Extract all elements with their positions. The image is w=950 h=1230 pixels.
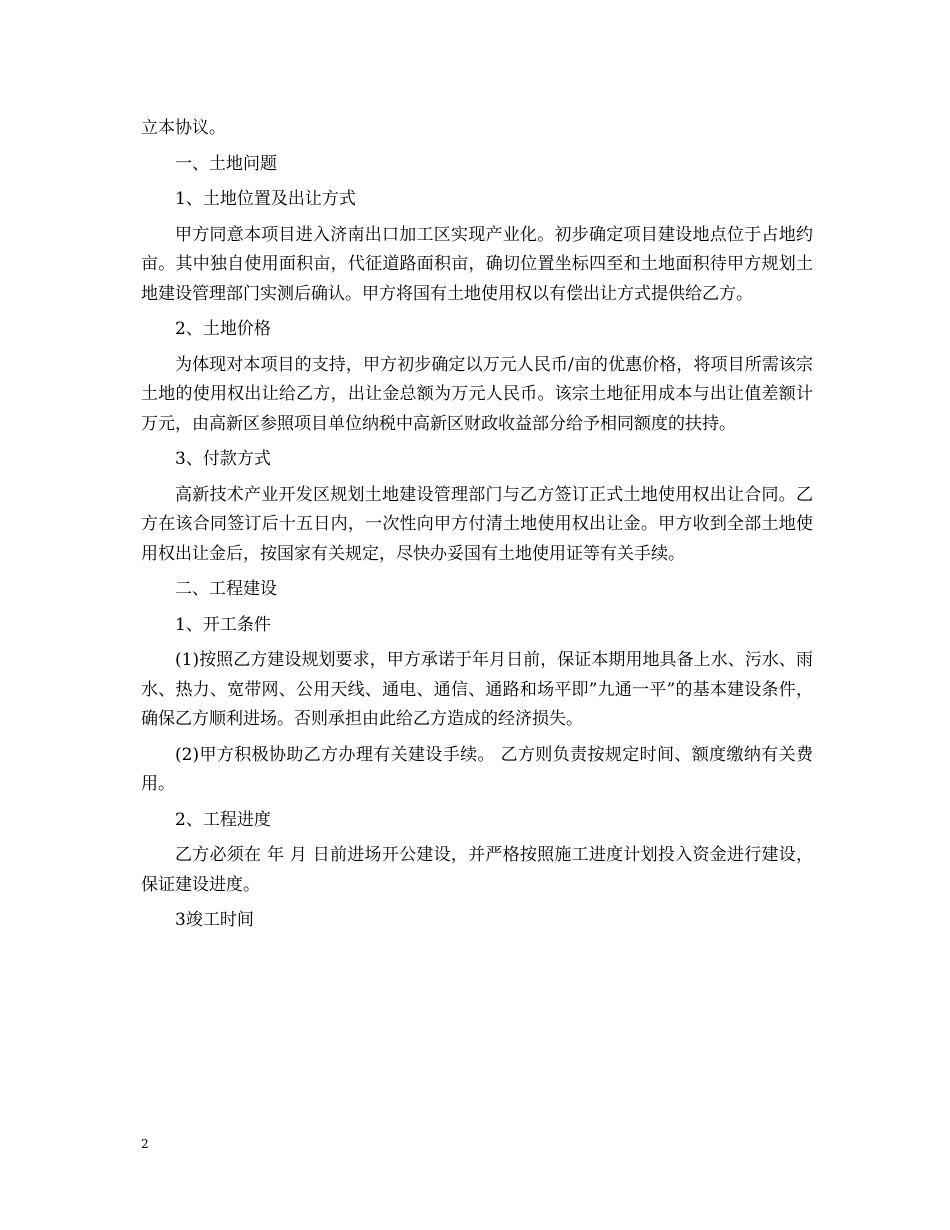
section-heading-construction: 二、工程建设 — [175, 579, 277, 599]
paragraph: (2)甲方积极协助乙方办理有关建设手续。 乙方则负责按规定时间、额度缴纳有关费用。 — [141, 744, 813, 794]
paragraph: 立本协议。 — [141, 118, 226, 138]
document-body — [141, 114, 813, 942]
paragraph: (1)按照乙方建设规划要求，甲方承诺于年月日前，保证本期用地具备上水、污水、雨水、热力、宽带网、公用天线、通电、通信、通路和场平即”九通一平”的基本建设条件，确保乙方顺利进场。否则承担由此给乙方造成的经济损失。 — [141, 650, 813, 729]
paragraph: 高新技术产业开发区规划土地建设管理部门与乙方签订正式土地使用权出让合同。乙方在该合同签订后十五日内，一次性向甲方付清土地使用权出让金。甲方收到全部土地使用权出让金后，按国家有关规定，尽快办妥国有土地使用证等有关手续。 — [141, 484, 813, 564]
paragraph: 乙方必须在 年 月 日前进场开公建设，并严格按照施工进度计划投入资金进行建设，保证建设进度。 — [141, 845, 813, 895]
paragraph: 为体现对本项目的支持，甲方初步确定以万元人民币/亩的优惠价格，将项目所需该宗土地的使用权出让给乙方，出让金总额为万元人民币。该宗土地征用成本与出让值差额计万元，由高新区参照项目单位纳税中高新区财政收益部分给予相同额度的扶持。 — [141, 354, 813, 434]
subheading-completion-time: 3竣工时间 — [175, 910, 254, 930]
subheading-land-price: 2、土地价格 — [175, 319, 271, 339]
subheading-payment-method: 3、付款方式 — [175, 449, 271, 469]
subheading-project-progress: 2、工程进度 — [175, 809, 271, 830]
subheading-start-conditions: 1、开工条件 — [175, 614, 271, 635]
subheading-land-location: 1、土地位置及出让方式 — [175, 189, 356, 209]
section-heading-land: 一、土地问题 — [175, 153, 277, 174]
paragraph: 甲方同意本项目进入济南出口加工区实现产业化。初步确定项目建设地点位于占地约亩。其中独自使用面积亩，代征道路面积亩，确切位置坐标四至和土地面积待甲方规划土地建设管理部门实测后确认。甲方将国有土地使用权以有偿出让方式提供给乙方。 — [141, 224, 813, 304]
page-number: 2 — [141, 1137, 149, 1151]
